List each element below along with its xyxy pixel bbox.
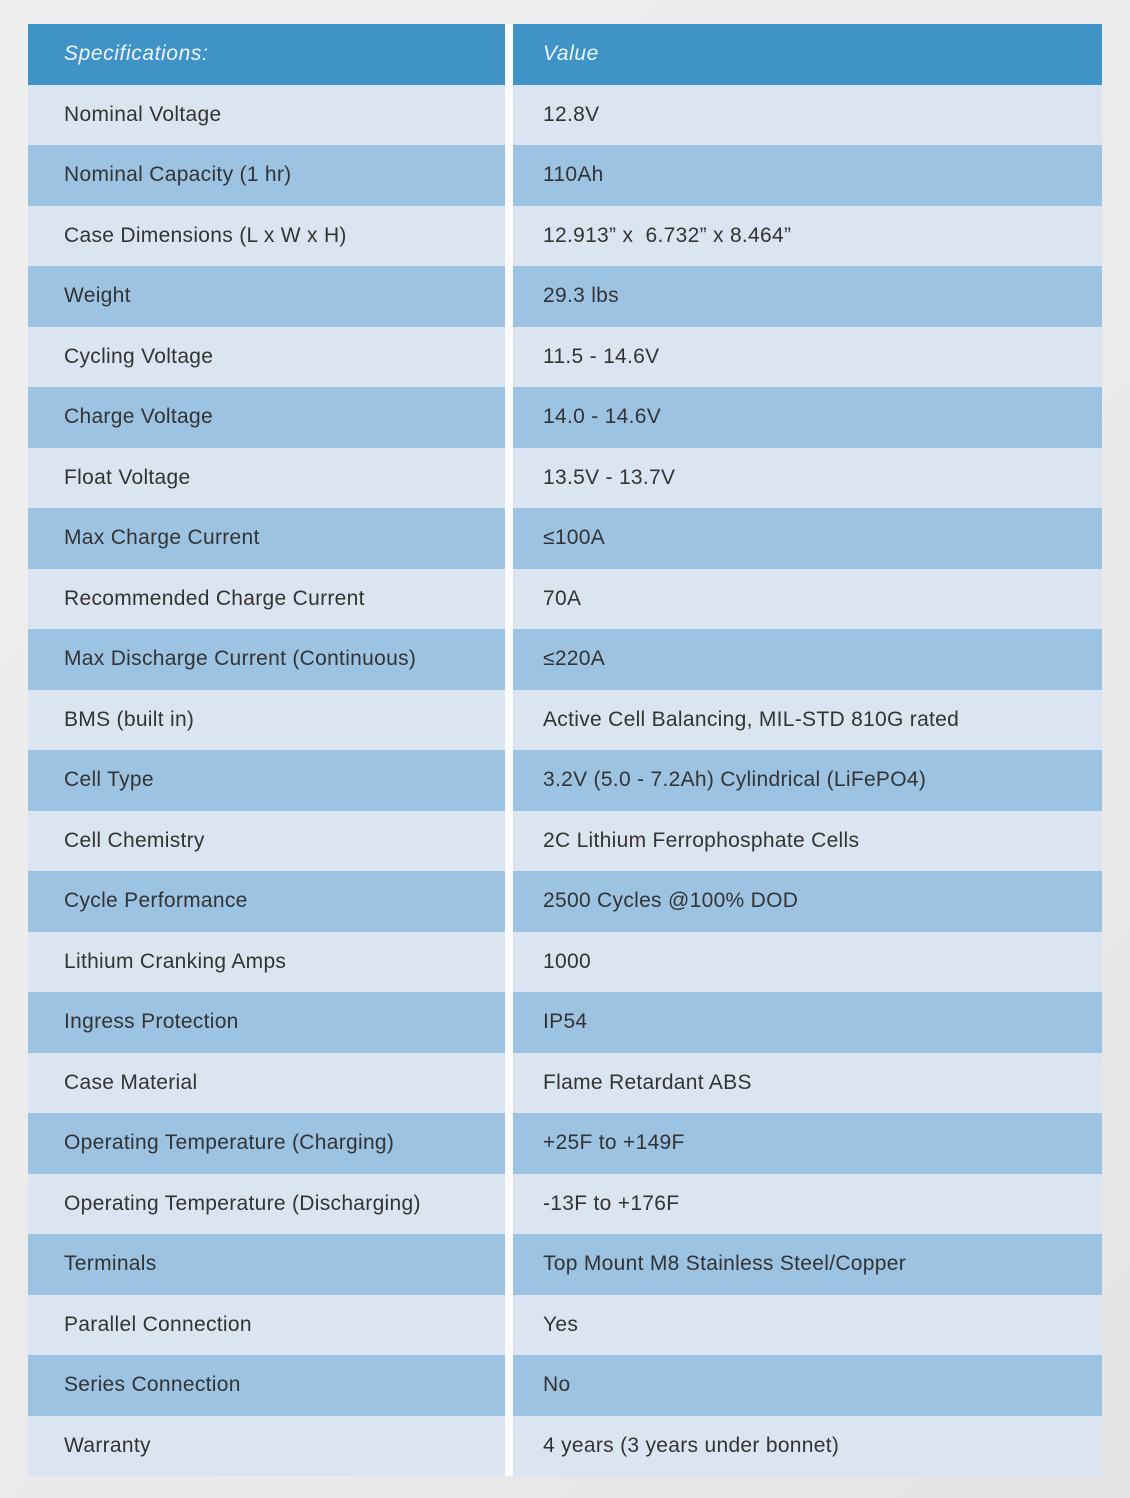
spec-cell: Ingress Protection — [28, 992, 505, 1053]
value-cell: 4 years (3 years under bonnet) — [513, 1416, 1102, 1477]
spec-cell: Operating Temperature (Charging) — [28, 1113, 505, 1174]
table-row — [28, 992, 1102, 1053]
table-row — [28, 508, 1102, 569]
table-row — [28, 387, 1102, 448]
table-row — [28, 448, 1102, 509]
spec-cell: BMS (built in) — [28, 690, 505, 751]
table-row — [28, 1113, 1102, 1174]
table-body — [28, 85, 1102, 1477]
table-row — [28, 206, 1102, 267]
spec-cell: Parallel Connection — [28, 1295, 505, 1356]
table-row — [28, 871, 1102, 932]
value-cell: ≤100A — [513, 508, 1102, 569]
spec-cell: Series Connection — [28, 1355, 505, 1416]
value-cell: 12.913” x 6.732” x 8.464” — [513, 206, 1102, 267]
table-row — [28, 266, 1102, 327]
spec-cell: Warranty — [28, 1416, 505, 1477]
value-cell: 14.0 - 14.6V — [513, 387, 1102, 448]
value-cell: 1000 — [513, 932, 1102, 993]
table-row — [28, 1355, 1102, 1416]
value-cell: Yes — [513, 1295, 1102, 1356]
value-cell: 12.8V — [513, 85, 1102, 146]
table-row — [28, 1174, 1102, 1235]
spec-cell: Charge Voltage — [28, 387, 505, 448]
spec-cell: Weight — [28, 266, 505, 327]
spec-cell: Cell Chemistry — [28, 811, 505, 872]
spec-cell: Nominal Voltage — [28, 85, 505, 146]
table-row — [28, 1053, 1102, 1114]
value-cell: 110Ah — [513, 145, 1102, 206]
value-cell: Flame Retardant ABS — [513, 1053, 1102, 1114]
specifications-table — [28, 24, 1102, 1476]
value-cell: Top Mount M8 Stainless Steel/Copper — [513, 1234, 1102, 1295]
value-cell: 13.5V - 13.7V — [513, 448, 1102, 509]
value-cell: 70A — [513, 569, 1102, 630]
spec-cell: Lithium Cranking Amps — [28, 932, 505, 993]
spec-cell: Terminals — [28, 1234, 505, 1295]
spec-cell: Cycling Voltage — [28, 327, 505, 388]
spec-cell: Float Voltage — [28, 448, 505, 509]
table-row — [28, 1295, 1102, 1356]
value-cell: IP54 — [513, 992, 1102, 1053]
table-row — [28, 1416, 1102, 1477]
value-cell: ≤220A — [513, 629, 1102, 690]
value-cell: No — [513, 1355, 1102, 1416]
value-cell: Active Cell Balancing, MIL-STD 810G rated — [513, 690, 1102, 751]
spec-cell: Recommended Charge Current — [28, 569, 505, 630]
spec-cell: Cell Type — [28, 750, 505, 811]
value-cell: 29.3 lbs — [513, 266, 1102, 327]
value-cell: 2C Lithium Ferrophosphate Cells — [513, 811, 1102, 872]
spec-cell: Case Material — [28, 1053, 505, 1114]
table-row — [28, 569, 1102, 630]
header-specifications-label: Specifications: — [28, 24, 505, 85]
table-row — [28, 811, 1102, 872]
spec-cell: Case Dimensions (L x W x H) — [28, 206, 505, 267]
header-value-label: Value — [513, 24, 1102, 85]
table-row — [28, 750, 1102, 811]
table-row — [28, 327, 1102, 388]
value-cell: 11.5 - 14.6V — [513, 327, 1102, 388]
spec-cell: Operating Temperature (Discharging) — [28, 1174, 505, 1235]
value-cell: -13F to +176F — [513, 1174, 1102, 1235]
value-cell: 3.2V (5.0 - 7.2Ah) Cylindrical (LiFePO4) — [513, 750, 1102, 811]
table-row — [28, 1234, 1102, 1295]
value-cell: +25F to +149F — [513, 1113, 1102, 1174]
spec-cell: Nominal Capacity (1 hr) — [28, 145, 505, 206]
table-header-row — [28, 24, 1102, 85]
table-row — [28, 85, 1102, 146]
spec-cell: Cycle Performance — [28, 871, 505, 932]
table-row — [28, 145, 1102, 206]
table-row — [28, 629, 1102, 690]
spec-cell: Max Discharge Current (Continuous) — [28, 629, 505, 690]
table-row — [28, 932, 1102, 993]
table-row — [28, 690, 1102, 751]
spec-cell: Max Charge Current — [28, 508, 505, 569]
value-cell: 2500 Cycles @100% DOD — [513, 871, 1102, 932]
